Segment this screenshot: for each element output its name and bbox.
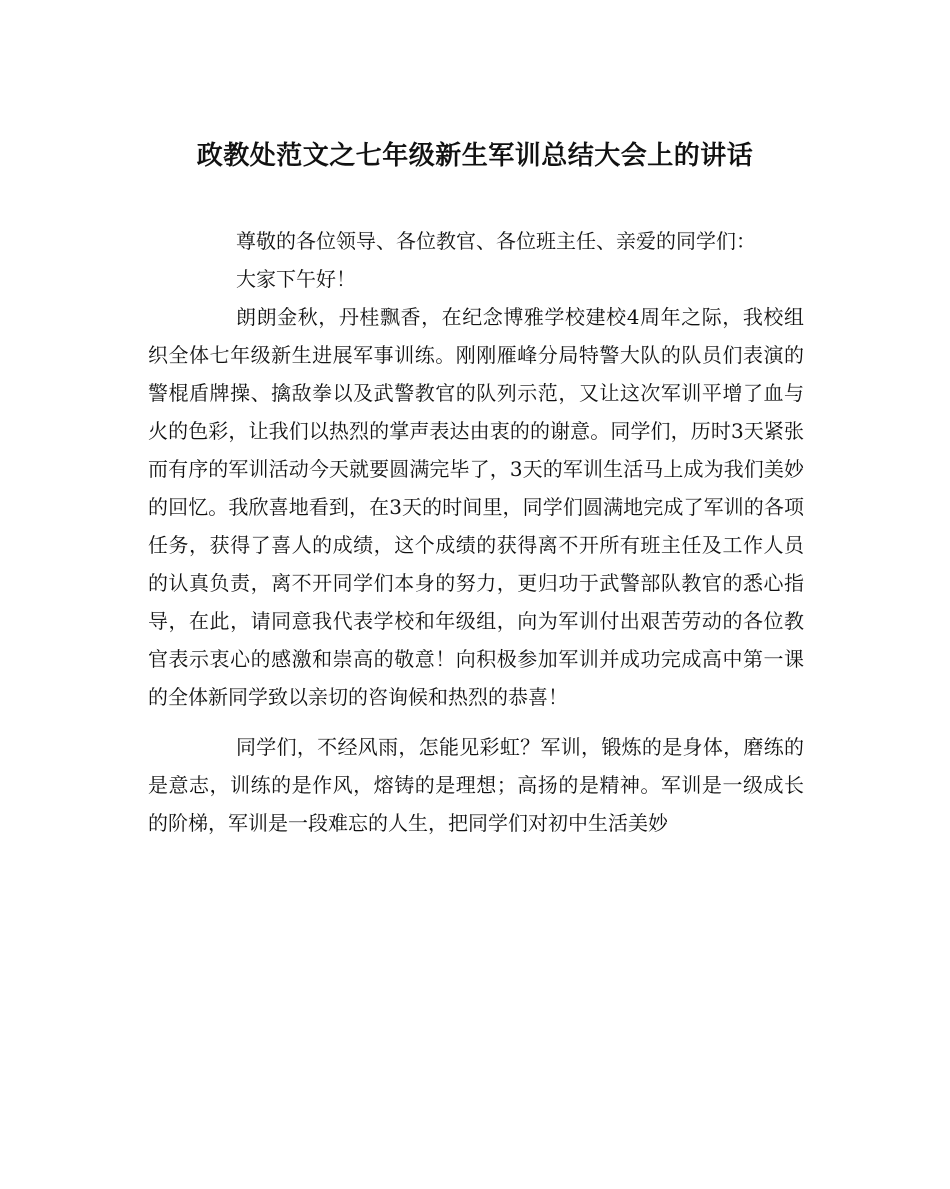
greeting-paragraph: 尊敬的各位领导、各位教官、各位班主任、亲爱的同学们： <box>236 229 756 253</box>
body-paragraph-2: 同学们，不经风雨，怎能见彩虹？军训，锻炼的是身体，磨练的是意志，训练的是作风，熔铸的是理想；高扬的是精神。军训是一级成长的阶梯，军训是一段难忘的人生，把同学们对初中生活美妙 <box>148 735 804 835</box>
body-paragraph-1: 朗朗金秋，丹桂飘香，在纪念博雅学校建校4周年之际，我校组织全体七年级新生进展军事训练。刚刚雁峰分局特警大队的队员们表演的警棍盾牌操、擒敌拳以及武警教官的队列示范，又让这次军训平增了血与火的色彩，让我们以热烈的掌声表达由衷的的谢意。同学们，历时3天紧张而有序的军训活动今天就要圆满完毕了，3天的军训生活马上成为我们美妙的回忆。我欣喜地看到，在3天的时间里，同学们圆满地完成了军训的各项任务，获得了喜人的成绩，这个成绩的获得离不开所有班主任及工作人员的认真负责，离不开同学们本身的努力，更归功于武警部队教官的悉心指导，在此，请同意我代表学校和年级组，向为军训付出艰苦劳动的各位教官表示衷心的感激和崇高的敬意！向积极参加军训并成功完成高中第一课的全体新同学致以亲切的咨询候和热烈的恭喜！ <box>148 305 804 709</box>
salutation-paragraph: 大家下午好！ <box>236 267 356 291</box>
page-title: 政教处范文之七年级新生军训总结大会上的讲话 <box>196 141 754 171</box>
document-body <box>148 222 804 842</box>
